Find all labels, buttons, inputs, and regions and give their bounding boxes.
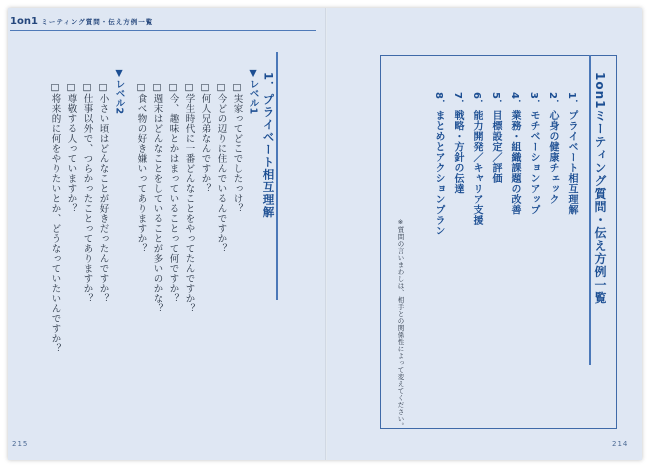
header-rule [10, 30, 316, 31]
section-title: 1．プライベート相互理解 [261, 72, 276, 219]
running-header [10, 16, 153, 27]
question-item: □学生時代に一番どんなことをやってたんですか？ [183, 82, 195, 314]
question-item: □何人兄弟なんですか？ [199, 82, 211, 194]
header-subtitle: ミーティング質問・伝え方例一覧 [41, 18, 154, 26]
toc-item: 1．プライベート相互理解 [566, 92, 577, 215]
section-rule [276, 52, 278, 300]
toc-item: 3．モチベーションアップ [528, 92, 539, 215]
toc-item: 4．業務・組織課題の改善 [509, 92, 520, 215]
title-rule [589, 55, 591, 365]
question-item: □尊敬する人っていますか？ [65, 82, 77, 214]
level-2-label: ▼レベル2 [113, 68, 125, 115]
toc-item: 6．能力開発／キャリア支援 [471, 92, 482, 226]
question-item: □仕事以外で、つらかったことってありますか？ [81, 82, 93, 304]
question-item: □食べ物の好き嫌いってありますか？ [135, 82, 147, 254]
question-item: □将来的に何をやりたいとか、どうなっていたいんですか？ [49, 82, 61, 354]
question-item: □小さい頃はどんなことが好きだったんですか？ [97, 82, 109, 304]
question-item: □週末はどんなことをしていることが多いのかな？ [151, 82, 163, 314]
level-1-label: ▼レベル1 [247, 68, 259, 115]
page-gutter [325, 8, 327, 460]
question-item: □今、趣味とかはまっていることって何ですか？ [167, 82, 179, 304]
header-series: 1on1 [10, 16, 38, 27]
toc-item: 8．まとめとアクションプラン [433, 92, 444, 236]
question-item: □実家ってどこでしたっけ？ [231, 82, 243, 214]
page-number-right: 214 [612, 440, 629, 448]
toc-item: 5．目標設定／評価 [490, 92, 501, 184]
box-title: 1on1ミーティング質問・伝え方例一覧 [593, 72, 607, 305]
toc-item: 2．心身の健康チェック [547, 92, 558, 205]
question-item: □今どの辺りに住んでいるんですか？ [215, 82, 227, 254]
footnote: ※質問の言いまわしは、相手との関係性によって変えてください。 [396, 218, 405, 430]
toc-item: 7．戦略・方針の伝達 [452, 92, 463, 194]
page-number-left: 215 [12, 440, 29, 448]
